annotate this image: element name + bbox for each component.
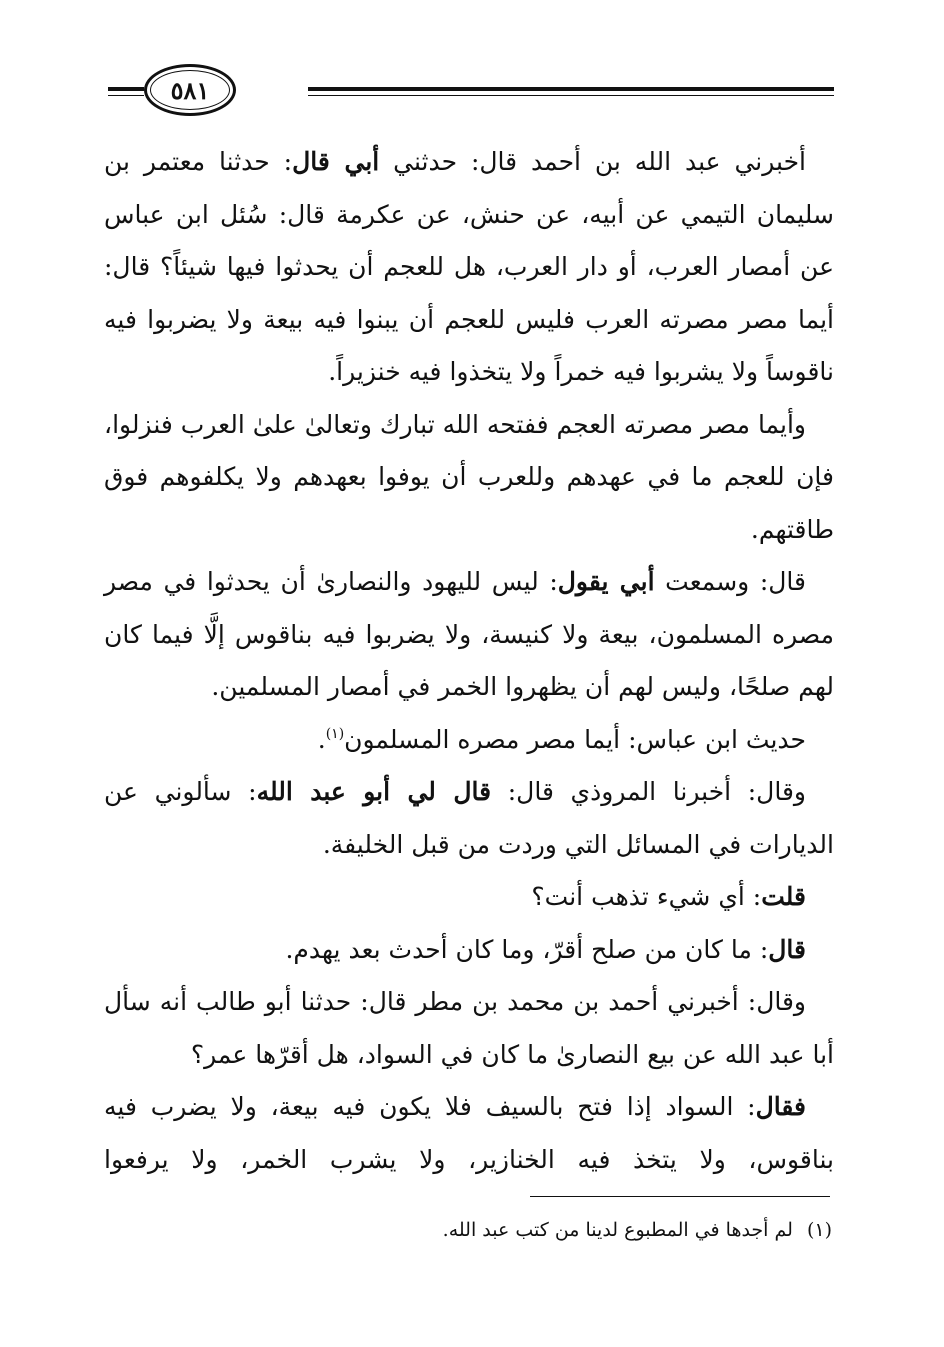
- bold-run: فقال: [755, 1092, 806, 1121]
- paragraph-3: [104, 556, 834, 714]
- text-run: : أي شيء تذهب أنت؟: [531, 882, 762, 911]
- text-run: قال: وسمعت: [654, 567, 806, 596]
- page-number: ٥٨١: [170, 75, 210, 105]
- main-text: [104, 136, 834, 1186]
- footnote-text: لم أجدها في المطبوع لدينا من كتب عبد الله.: [442, 1219, 793, 1241]
- header-rule-left-thin: [108, 95, 144, 96]
- header-rule-left-thick: [108, 87, 144, 91]
- text-run: : السواد إذا فتح بالسيف فلا يكون فيه بيعة، ولا يضرب فيه بناقوس، ولا يتخذ فيه الخنازير، ولا يشرب الخمر، ولا يرفعوا: [104, 1092, 834, 1174]
- footnote: [443, 1216, 832, 1244]
- bold-run: قال: [768, 934, 806, 964]
- text-run: : ليس لليهود والنصارىٰ أن يحدثوا في مصر مصره المسلمون، بيعة ولا كنيسة، ولا يضربوا فيه بناقوس إلَّا فيما كان لهم صلحًا، وليس لهم أن يظهروا الخمر في أمصار المسلمين.: [104, 567, 834, 701]
- paragraph-4: [104, 714, 834, 767]
- text-run: وأيما مصر مصرته العجم ففتحه الله تبارك وتعالىٰ علىٰ العرب فنزلوا، فإن للعجم ما في عهدهم وللعرب أن يوفوا بعهدهم ولا يكلفوهم فوق طاقتهم.: [104, 409, 834, 544]
- paragraph-2: [104, 399, 834, 557]
- paragraph-6: [104, 871, 834, 924]
- paragraph-7: [104, 924, 834, 977]
- footnote-separator: [530, 1196, 830, 1197]
- bold-run: قلت: [761, 882, 806, 911]
- paragraph-9: [104, 1081, 834, 1186]
- text-run: حديث ابن عباس: أيما مصر مصره المسلمون: [344, 724, 806, 754]
- text-run: : ما كان من صلح أقرّ، وما كان أحدث بعد يهدم.: [285, 934, 769, 964]
- bold-run: أبي قال: [292, 147, 380, 176]
- page-header: [108, 60, 834, 120]
- text-run: : سألوني عن الديارات في المسائل التي وردت من قبل الخليفة.: [104, 777, 834, 859]
- header-rule-right-thin: [308, 95, 834, 96]
- bold-run: أبي يقول: [557, 567, 655, 596]
- footnote-number: (١): [806, 1219, 832, 1241]
- text-run: وقال: أخبرني أحمد بن محمد بن مطر قال: حدثنا أبو طالب أنه سأل أبا عبد الله عن بيع النصارىٰ ما كان في السواد، هل أقرّها عمر؟: [104, 987, 834, 1069]
- paragraph-1: [104, 136, 834, 399]
- text-run: وقال: أخبرنا المروذي قال:: [491, 777, 806, 806]
- bold-run: قال لي أبو عبد الله: [256, 777, 492, 806]
- paragraph-5: [104, 766, 834, 871]
- text-run: .: [317, 724, 326, 754]
- text-run: : حدثنا معتمر بن سليمان التيمي عن أبيه، عن حنش، عن عكرمة قال: سُئل ابن عباس عن أمصار العرب، أو دار العرب، هل للعجم أن يحدثوا فيها شيئاً؟ قال: أيما مصر مصرته العرب فليس للعجم أن يبنوا فيه بيعة ولا يضربوا فيه ناقوساً ولا يشربوا فيه خمراً ولا يتخذوا فيه خنزيراً.: [104, 147, 834, 386]
- header-rule-right-thick: [308, 87, 834, 91]
- text-run: أخبرني عبد الله بن أحمد قال: حدثني: [379, 147, 806, 176]
- paragraph-8: [104, 976, 834, 1081]
- page-number-badge: [144, 64, 236, 116]
- footnote-reference: (١): [325, 725, 345, 742]
